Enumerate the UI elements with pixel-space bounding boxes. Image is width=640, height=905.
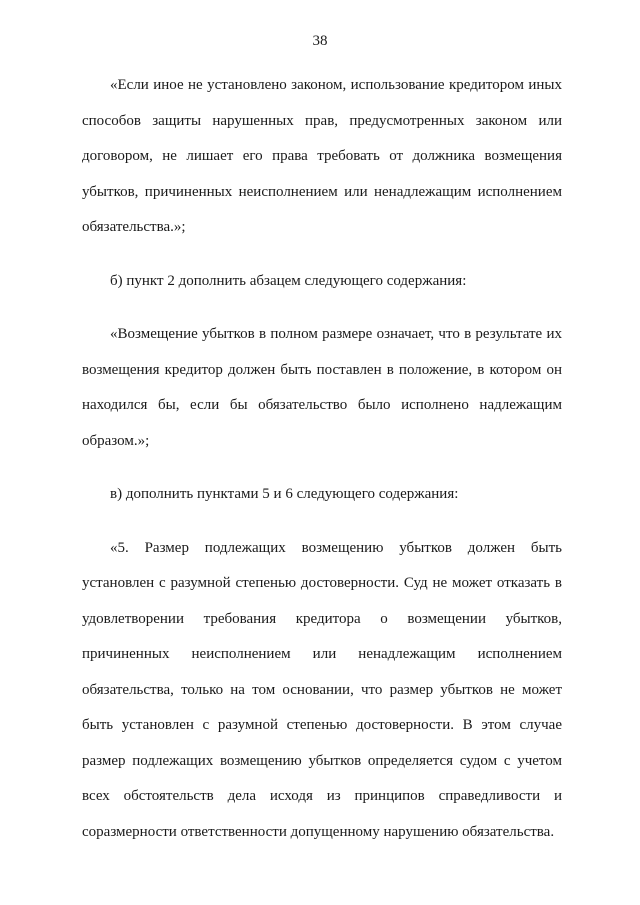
paragraph-4: в) дополнить пунктами 5 и 6 следующего содержания: <box>110 486 459 502</box>
page-number: 38 <box>312 33 328 49</box>
paragraph-3: «Возмещение убытков в полном размере означает, что в результате их возмещения кредитор должен быть поставлен в положение, в котором он находился бы, если бы обязательство было исполнено надлежащим образом.»; <box>82 326 562 449</box>
paragraph-1: «Если иное не установлено законом, использование кредитором иных способов защиты нарушенных прав, предусмотренных законом или договором, не лишает его права требовать от должника возмещения убытков, причиненных неисполнением или ненадлежащим исполнением обязательства.»; <box>82 77 562 235</box>
paragraph-2: б) пункт 2 дополнить абзацем следующего содержания: <box>110 272 467 289</box>
document-body <box>82 68 562 868</box>
paragraph-5: «5. Размер подлежащих возмещению убытков должен быть установлен с разумной степенью достоверности. Суд не может отказать в удовлетворении требования кредитора о возмещении убытков, причиненных неисполнением или ненадлежащим исполнением обязательства, только на том основании, что размер убытков не может быть установлен с разумной степенью достоверности. В этом случае размер подлежащих возмещению убытков определяется судом с учетом всех обстоятельств дела исходя из принципов справедливости и соразмерности ответственности допущенному нарушению обязательства. <box>82 539 562 840</box>
